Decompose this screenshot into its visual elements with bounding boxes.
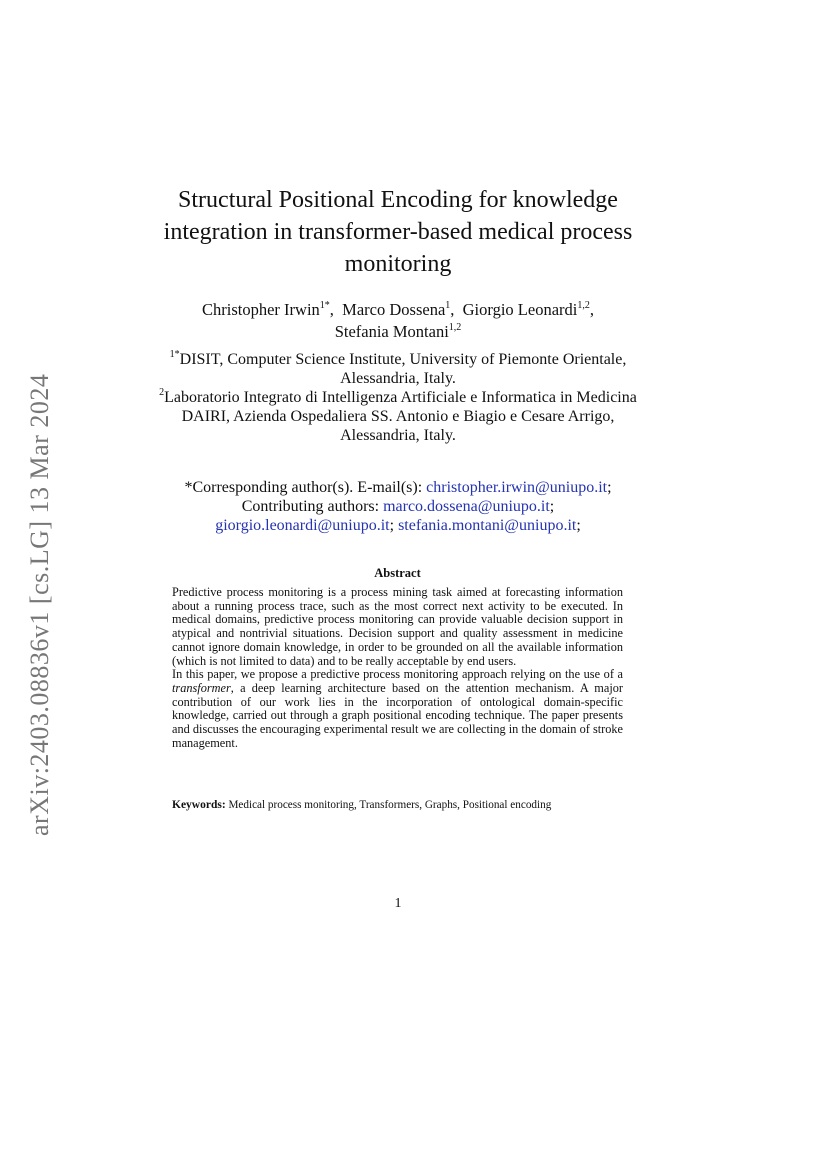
abstract-text: , a deep learning architecture based on the attention mechanism. A major contribution of our work lies in the incorporation of ontological domain-specific knowledge, carried out through a graph positional encoding technique. The paper presents and discusses the encouraging experimental result we are collecting in the domain of stroke management. (172, 680, 623, 750)
corresponding-label: *Corresponding author(s). E-mail(s): (184, 479, 427, 496)
arxiv-side-stamp: arXiv:2403.08836v1 [cs.LG] 13 Mar 2024 (25, 373, 54, 837)
affiliations (150, 350, 646, 445)
paper-title: Structural Positional Encoding for knowledge integration in transformer-based medical process monitoring (163, 187, 633, 277)
page-number: 1 (394, 896, 402, 911)
contributing-email-link[interactable]: giorgio.leonardi@uniupo.it (215, 517, 390, 534)
abstract-paragraph-1: Predictive process monitoring is a process mining task aimed at forecasting information about a running process trace, such as the most correct next activity to be executed. In medical domains, predictive process monitoring can provide valuable decision support in atypical and nontrivial situations. Decision support and quality assessment in medicine cannot ignore domain knowledge, in order to be grounded on all the available information (which is not limited to data) and to be really acceptable by end users. (172, 585, 623, 668)
author-name: Marco Dossena (342, 300, 446, 319)
author-name: Christopher Irwin (202, 300, 320, 319)
keywords-line (172, 798, 642, 812)
correspondence-block: *Corresponding author(s). E-mail(s): christopher.irwin@uniupo.it; Contributing authors: marco.dossena@uniupo.it; giorgio.leonardi@uniupo.it; stefania.montani@uniupo.it; (184, 479, 612, 534)
abstract-text: In this paper, we propose a predictive process monitoring approach relying on the use of a (172, 667, 623, 682)
author-name: Stefania Montani (334, 322, 449, 341)
contributing-label: Contributing authors: (241, 498, 384, 515)
author-affil-mark: 1 (445, 299, 451, 311)
author-affil-mark: 1* (319, 299, 330, 311)
author-list: Christopher Irwin$^{1*}$, Marco Dossena$^1$, Giorgio Leonardi$^{1,2}$, Stefania Montani$^{1,2}$ (202, 299, 594, 341)
corresponding-email-link[interactable]: christopher.irwin@uniupo.it (426, 479, 608, 496)
affiliation-text: Laboratorio Integrato di Intelligenza Artificiale e Informatica in Medicina DAIRI, Azienda Ospedaliera SS. Antonio e Biagio e Cesare Arrigo, Alessandria, Italy. (164, 389, 637, 444)
author-name: Giorgio Leonardi (462, 300, 578, 319)
keywords-text: Medical process monitoring, Transformers, Graphs, Positional encoding (228, 799, 552, 811)
contributing-email-link[interactable]: marco.dossena@uniupo.it (383, 498, 550, 515)
affiliation-2 (150, 388, 646, 445)
abstract-heading: Abstract (374, 566, 421, 580)
abstract-paragraph-2 (172, 668, 623, 750)
affiliation-mark: 1* (169, 348, 180, 360)
keywords-label: Keywords: (172, 799, 226, 811)
contributing-email-link[interactable]: stefania.montani@uniupo.it (398, 517, 577, 534)
author-affil-mark: 1,2 (448, 321, 462, 333)
abstract-emphasis: transformer (172, 680, 231, 695)
affiliation-mark: 2 (159, 386, 165, 398)
affiliation-text: DISIT, Computer Science Institute, University of Piemonte Orientale, Alessandria, Italy. (179, 351, 627, 387)
affiliation-1 (150, 350, 646, 388)
author-affil-mark: 1,2 (577, 299, 590, 311)
abstract-body (172, 586, 623, 750)
